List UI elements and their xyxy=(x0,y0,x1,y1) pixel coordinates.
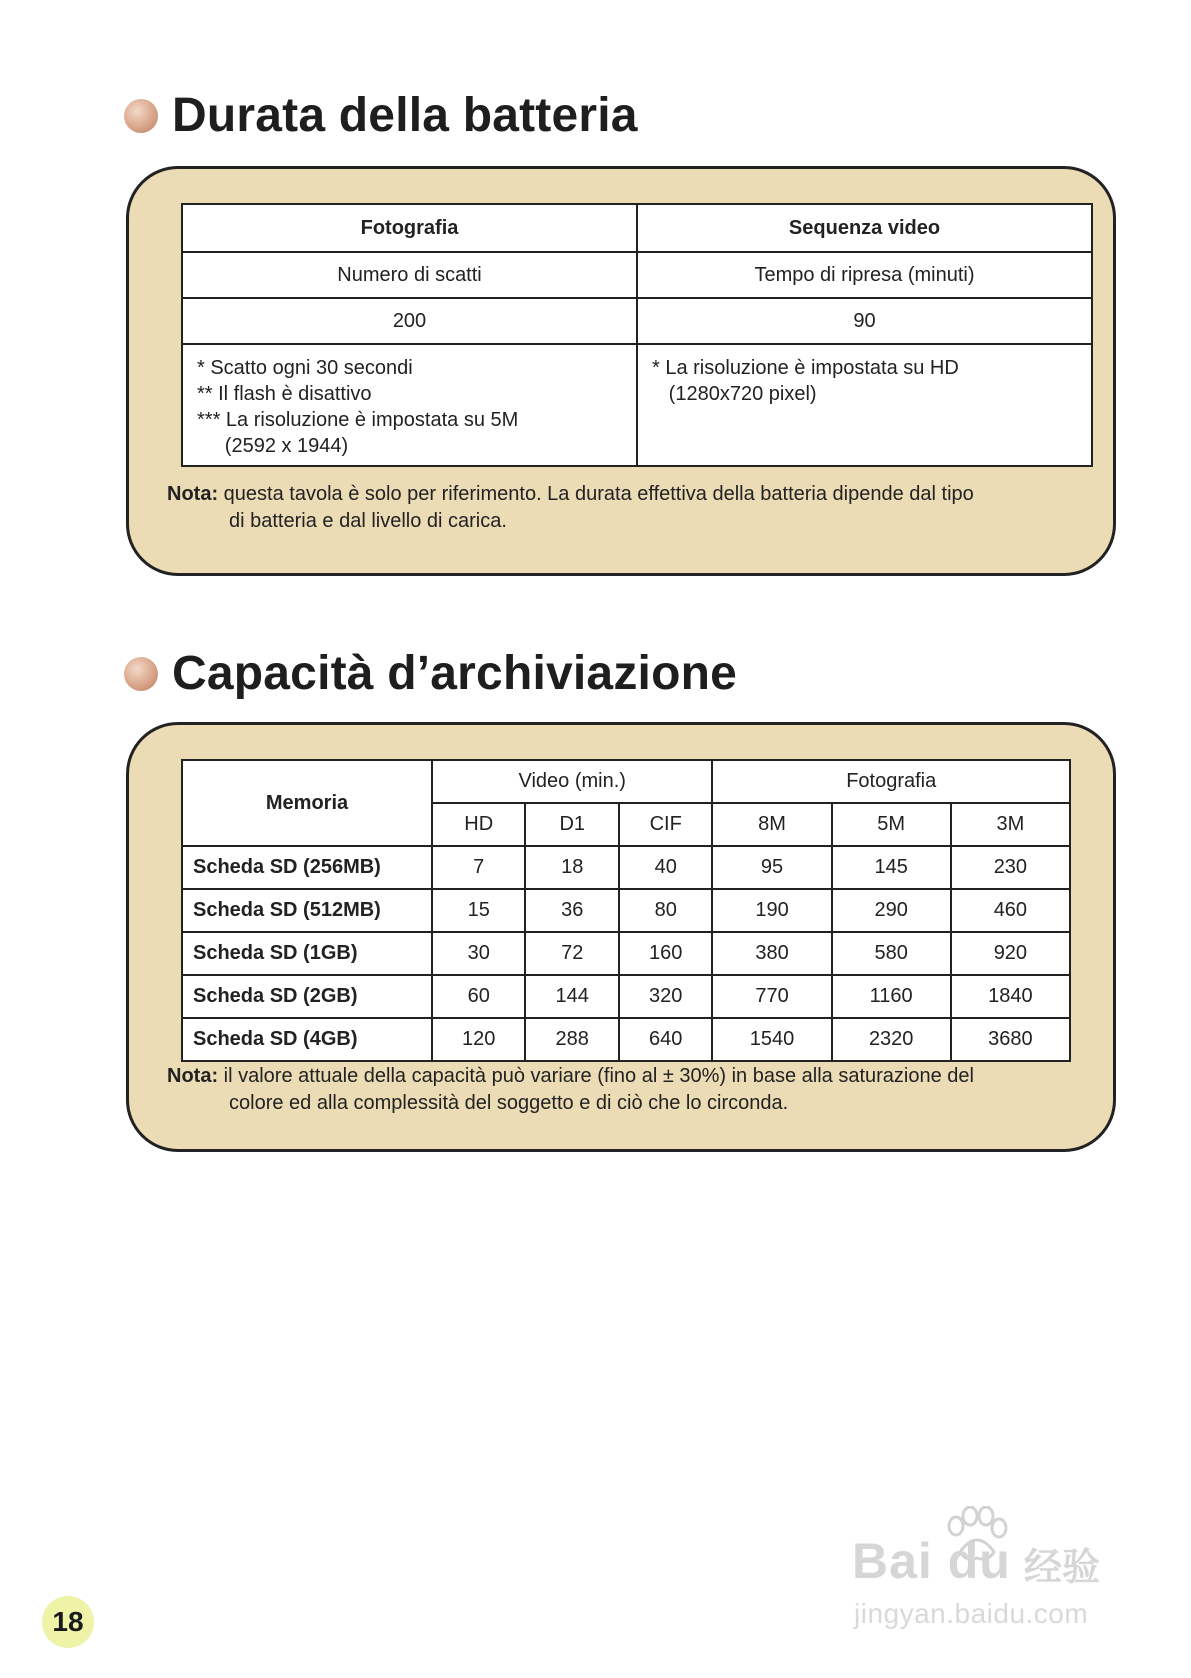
header-memory: Memoria xyxy=(182,760,432,846)
note-text-line1: il valore attuale della capacità può variare (fino al ± 30%) in base alla saturazione del xyxy=(223,1065,974,1087)
table-row xyxy=(182,1018,1070,1061)
cell: 190 xyxy=(712,889,831,932)
notes-photo xyxy=(182,344,637,466)
cell: 18 xyxy=(525,846,618,889)
watermark-chinese: 经验 xyxy=(1024,1547,1101,1589)
cell: 770 xyxy=(712,975,831,1018)
table-row xyxy=(182,975,1070,1018)
unit-video: Tempo di ripresa (minuti) xyxy=(637,252,1092,298)
table-header-row xyxy=(182,760,1070,803)
header-video-group: Video (min.) xyxy=(432,760,712,803)
cell: 1540 xyxy=(712,1018,831,1061)
unit-photo: Numero di scatti xyxy=(182,252,637,298)
table-row xyxy=(182,846,1070,889)
note-line: * Scatto ogni 30 secondi xyxy=(197,357,413,379)
watermark-url: jingyan.baidu.com xyxy=(854,1598,1089,1629)
header-photo: Fotografia xyxy=(182,204,637,252)
storage-table xyxy=(181,759,1071,1062)
table-row xyxy=(182,932,1070,975)
note-label: Nota: xyxy=(167,483,219,505)
cell: 230 xyxy=(951,846,1070,889)
battery-note xyxy=(167,481,1073,535)
col-cif: CIF xyxy=(619,803,712,846)
storage-title: Capacità d’archiviazione xyxy=(172,647,738,700)
row-label: Scheda SD (256MB) xyxy=(182,846,432,889)
notes-video xyxy=(637,344,1092,466)
battery-section-heading xyxy=(124,88,638,143)
note-line: (1280x720 pixel) xyxy=(652,383,817,405)
note-text-line2: di batteria e dal livello di carica. xyxy=(229,510,507,532)
cell: 1160 xyxy=(832,975,951,1018)
storage-section-heading xyxy=(124,646,737,701)
value-photo: 200 xyxy=(182,298,637,344)
note-text-line2: colore ed alla complessità del soggetto e di ciò che lo circonda. xyxy=(229,1092,789,1114)
note-line: ** Il flash è disattivo xyxy=(197,383,372,405)
cell: 3680 xyxy=(951,1018,1070,1061)
cell: 145 xyxy=(832,846,951,889)
row-label: Scheda SD (2GB) xyxy=(182,975,432,1018)
cell: 40 xyxy=(619,846,712,889)
cell: 120 xyxy=(432,1018,525,1061)
battery-title: Durata della batteria xyxy=(172,89,638,142)
cell: 460 xyxy=(951,889,1070,932)
cell: 160 xyxy=(619,932,712,975)
storage-note xyxy=(167,1063,1073,1117)
watermark-brand: Bai du xyxy=(852,1533,1011,1589)
watermark xyxy=(848,1506,1148,1646)
table-header-row xyxy=(182,204,1092,252)
cell: 72 xyxy=(525,932,618,975)
col-5m: 5M xyxy=(832,803,951,846)
cell: 920 xyxy=(951,932,1070,975)
cell: 380 xyxy=(712,932,831,975)
battery-panel xyxy=(126,166,1116,576)
note-line: * La risoluzione è impostata su HD xyxy=(652,357,959,379)
cell: 95 xyxy=(712,846,831,889)
note-line: *** La risoluzione è impostata su 5M xyxy=(197,409,519,431)
table-row xyxy=(182,252,1092,298)
section-bullet-icon xyxy=(124,99,158,133)
value-video: 90 xyxy=(637,298,1092,344)
col-d1: D1 xyxy=(525,803,618,846)
cell: 36 xyxy=(525,889,618,932)
cell: 7 xyxy=(432,846,525,889)
row-label: Scheda SD (512MB) xyxy=(182,889,432,932)
section-bullet-icon xyxy=(124,657,158,691)
table-row xyxy=(182,298,1092,344)
table-row xyxy=(182,344,1092,466)
note-line: (2592 x 1944) xyxy=(197,435,349,457)
row-label: Scheda SD (4GB) xyxy=(182,1018,432,1061)
cell: 60 xyxy=(432,975,525,1018)
col-8m: 8M xyxy=(712,803,831,846)
cell: 290 xyxy=(832,889,951,932)
cell: 320 xyxy=(619,975,712,1018)
note-label: Nota: xyxy=(167,1065,219,1087)
row-label: Scheda SD (1GB) xyxy=(182,932,432,975)
cell: 15 xyxy=(432,889,525,932)
header-photo-group: Fotografia xyxy=(712,760,1070,803)
cell: 1840 xyxy=(951,975,1070,1018)
storage-panel xyxy=(126,722,1116,1152)
cell: 580 xyxy=(832,932,951,975)
cell: 2320 xyxy=(832,1018,951,1061)
cell: 640 xyxy=(619,1018,712,1061)
cell: 30 xyxy=(432,932,525,975)
table-row xyxy=(182,889,1070,932)
col-hd: HD xyxy=(432,803,525,846)
cell: 144 xyxy=(525,975,618,1018)
col-3m: 3M xyxy=(951,803,1070,846)
battery-table xyxy=(181,203,1093,467)
cell: 80 xyxy=(619,889,712,932)
cell: 288 xyxy=(525,1018,618,1061)
header-video: Sequenza video xyxy=(637,204,1092,252)
page-number: 18 xyxy=(42,1596,94,1648)
note-text-line1: questa tavola è solo per riferimento. La durata effettiva della batteria dipende dal tipo xyxy=(223,483,974,505)
